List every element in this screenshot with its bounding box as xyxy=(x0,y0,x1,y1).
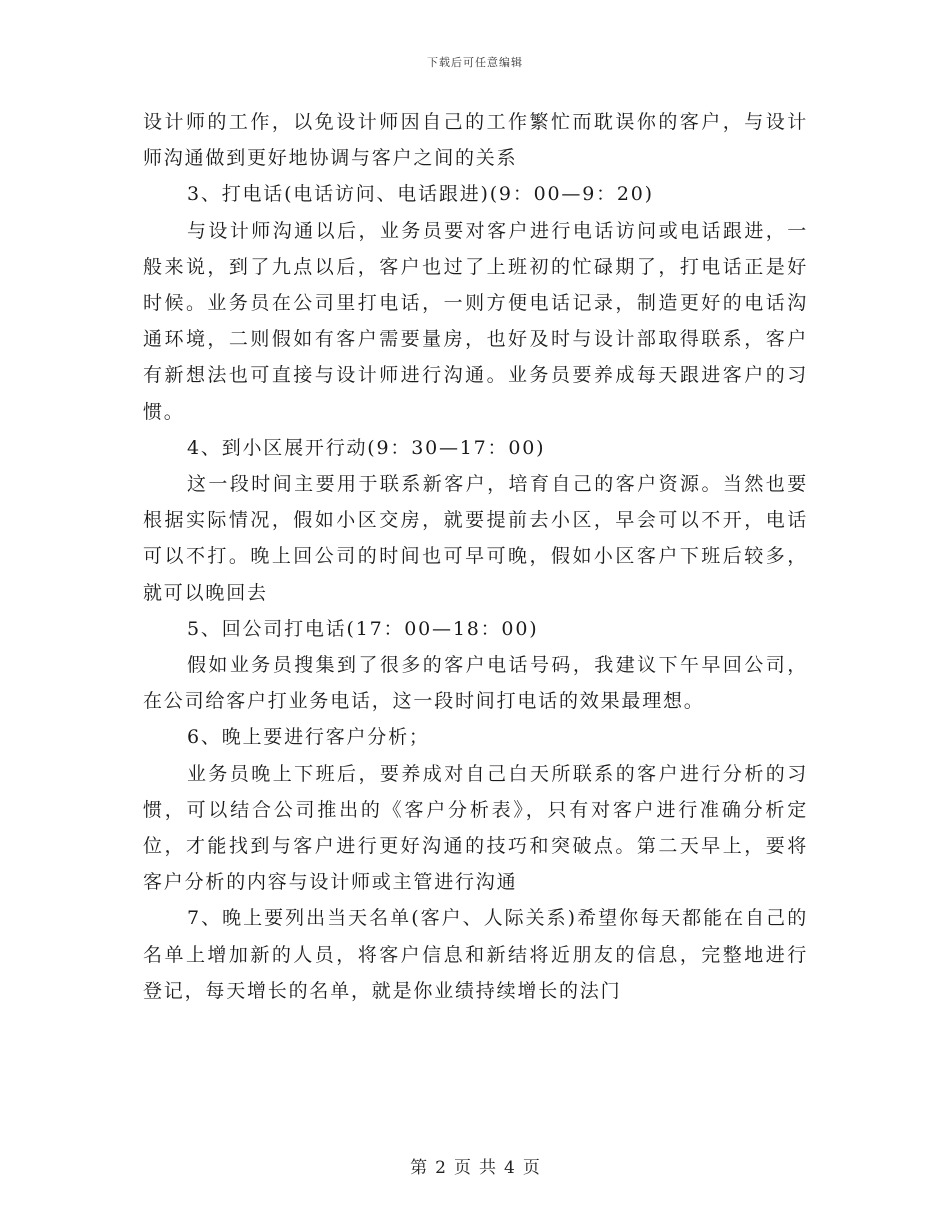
page-footer xyxy=(0,1153,950,1178)
paragraph-afternoon-calls: 假如业务员搜集到了很多的客户电话号码，我建议下午早回公司，在公司给客户打业务电话，这一段时间打电话的效果最理想。 xyxy=(143,654,808,713)
footer-total-word: 共 xyxy=(479,1158,496,1178)
section-heading-6: 6、晚上要进行客户分析； xyxy=(187,726,430,749)
document-body xyxy=(143,104,808,1009)
paragraph-customer-analysis: 业务员晚上下班后，要养成对自己白天所联系的客户进行分析的习惯，可以结合公司推出的《客户分析表》，只有对客户进行准确分析定位，才能找到与客户进行更好沟通的技巧和突破点。第二天早上，要将客户分析的内容与设计师或主管进行沟通 xyxy=(143,762,808,894)
paragraph-continuation: 设计师的工作，以免设计师因自己的工作繁忙而耽误你的客户，与设计师沟通做到更好地协调与客户之间的关系 xyxy=(143,111,808,170)
section-heading-3: 3、打电话(电话访问、电话跟进)(9：00—9：20) xyxy=(187,183,654,206)
footer-page-word: 页 xyxy=(454,1158,471,1178)
section-heading-7: 7、晚上要列出当天名单(客户、人际关系)希望你每天都能在自己的名单上增加新的人员，将客户信息和新结将近朋友的信息，完整地进行登记，每天增长的名单，就是你业绩持续增长的法门 xyxy=(143,907,808,1002)
paragraph-community-action: 这一段时间主要用于联系新客户，培育自己的客户资源。当然也要根据实际情况，假如小区交房，就要提前去小区，早会可以不开，电话可以不打。晚上回公司的时间也可早可晚，假如小区客户下班后较多，就可以晚回去 xyxy=(143,473,808,604)
page-header-note: 下载后可任意编辑 xyxy=(427,56,523,69)
footer-suffix: 页 xyxy=(522,1158,540,1178)
paragraph-phone-calls: 与设计师沟通以后，业务员要对客户进行电话访问或电话跟进，一般来说，到了九点以后，客户也过了上班初的忙碌期了，打电话正是好时候。业务员在公司里打电话，一则方便电话记录，制造更好的电话沟通环境，二则假如有客户需要量房，也好及时与设计部取得联系，客户有新想法也可直接与设计师进行沟通。业务员要养成每天跟进客户的习惯。 xyxy=(143,219,808,423)
footer-prefix: 第 xyxy=(410,1158,428,1178)
footer-current-page: 2 xyxy=(435,1158,446,1178)
section-heading-4: 4、到小区展开行动(9：30—17：00) xyxy=(187,436,546,459)
section-heading-5: 5、回公司打电话(17：00—18：00) xyxy=(187,617,539,640)
footer-total-pages: 4 xyxy=(504,1158,515,1178)
